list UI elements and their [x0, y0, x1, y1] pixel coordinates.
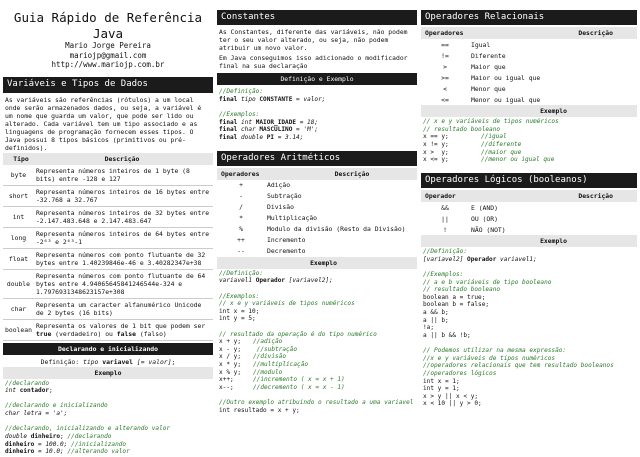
aritmeticos-rows-3-op: *	[239, 214, 243, 223]
variaveis-def_val: [= valor]	[136, 357, 172, 366]
aritmeticos-rows-4-op: %	[239, 225, 243, 234]
logicos-c_ex3: // resultado booleano	[423, 286, 501, 294]
constantes-e2c: MASCULINO	[259, 126, 293, 134]
aritmeticos-rows-0-op: +	[239, 181, 243, 190]
aritmeticos-def_a: variavel1	[219, 277, 256, 285]
aritmeticos-def_op: Operador	[255, 277, 286, 285]
aritmeticos-ops-6-cm: //decremento ( x = x - 1)	[253, 383, 345, 391]
constantes-code-example	[217, 87, 417, 142]
page-title: Guia Rápido de Referência Java	[13, 10, 203, 41]
section-heading-logicos: Operadores Lógicos (booleanos)	[421, 173, 637, 188]
relacionais-ex-1-cm: //diferente	[481, 141, 522, 149]
variaveis-ex-c2: //declarando e inicializando	[5, 402, 108, 410]
constantes-c_ex: //Exemplos:	[219, 111, 260, 119]
aritmeticos-code-example	[217, 269, 417, 416]
aritmeticos-ops-4-code: x % y;	[219, 368, 242, 376]
table-row	[3, 319, 213, 340]
table-row	[421, 72, 637, 83]
variaveis-def_label: Definição:	[40, 357, 83, 366]
variaveis-rows-7-desc_a: Representa os valores de 1 bit que podem ser	[35, 321, 206, 330]
variaveis-col_desc: Descrição	[104, 154, 140, 163]
table-row	[217, 246, 417, 257]
aritmeticos-l_last: int resultado = x + y;	[219, 406, 300, 414]
variaveis-ex-l3d: //declarando	[67, 432, 112, 440]
relacionais-rows-2-op: >	[443, 62, 447, 71]
variaveis-rows-7-tipo: boolean	[3, 319, 34, 340]
aritmeticos-ops-2-code: x / y;	[219, 353, 242, 361]
variaveis-ex-l2: char letra = 'a';	[5, 410, 68, 418]
table-row	[3, 248, 213, 269]
aritmeticos-table-header	[217, 168, 417, 180]
section-heading-variaveis: Variáveis e Tipos de Dados	[3, 77, 213, 92]
relacionais-rows-5-desc: Menor ou igual que	[471, 95, 541, 104]
declarando-heading: Declarando e inicializando	[3, 343, 213, 355]
relacionais-c2: // resultado booleano	[423, 125, 501, 133]
logicos-l7: int x = 1;	[423, 377, 460, 385]
logicos-rows-1-op: ||	[441, 214, 449, 223]
aritmeticos-rows-0-desc: Adição	[267, 181, 291, 190]
aritmeticos-rows-5-desc: Incremento	[267, 236, 306, 245]
table-row	[3, 165, 213, 186]
aritmeticos-rows-6-op: --	[237, 247, 245, 256]
variaveis-ex-l5a: dinheiro	[5, 448, 35, 456]
variaveis-ex-l4a: dinheiro	[5, 440, 35, 448]
relacionais-rows-3-op: >=	[441, 73, 449, 82]
constantes-p1: As Constantes, diferente das variáveis, não podem ter o seu valor alterado, ou seja, não podem atribuir um novo valor.	[219, 28, 408, 53]
table-row	[421, 213, 637, 224]
column-constantes-aritmeticos	[217, 4, 417, 415]
variaveis-rows-1-desc: Representa números inteiros de 16 bytes entre -32.768 a 32.767	[34, 185, 213, 206]
variaveis-rows-0-tipo: byte	[3, 165, 34, 186]
table-row	[421, 94, 637, 105]
variaveis-ex-l1a: int	[5, 387, 17, 395]
logicos-l3: a && b;	[423, 309, 449, 317]
constantes-e2a: final	[219, 126, 238, 134]
relacionais-ex-0-code: x == y;	[423, 133, 449, 141]
aritmeticos-ops-2-cm: //divisão	[253, 353, 287, 361]
variaveis-rows-4-desc: Representa números com ponto flutuante de 32 bytes entre 1.40239846e-46 e 3.40282347e+38	[34, 248, 213, 269]
variaveis-rows-6-tipo: char	[3, 298, 34, 319]
logicos-c_ex: //Exemplos:	[423, 270, 464, 278]
logicos-l8: int y = 1;	[423, 385, 460, 393]
aritmeticos-table	[217, 180, 417, 257]
aritmeticos-rows-1-desc: Subtração	[267, 192, 302, 201]
table-row	[3, 185, 213, 206]
aritmeticos-ops-6-code: x--;	[219, 383, 234, 391]
variaveis-ex-l3b: dinheiro	[30, 432, 61, 440]
declarando-definition	[3, 357, 213, 367]
aritmeticos-ops-0-code: x + y;	[219, 338, 242, 346]
variaveis-ex-l4b: = 100.0;	[34, 440, 72, 448]
relacionais-c1: // x e y variáveis de tipos numéricos	[423, 118, 559, 126]
constantes-e2d: = 'M';	[292, 126, 319, 134]
variaveis-ex-l3c: ;	[60, 432, 68, 440]
relacionais-col_op: Operadores	[425, 29, 464, 38]
logicos-rows-0-desc: E (AND)	[471, 203, 498, 212]
types-table	[3, 165, 213, 341]
variaveis-rows-5-desc: Representa números com ponto flutuante de 64 bytes entre 4.94065645841246544e-324 e 1.7976931348623157e+308	[34, 269, 213, 298]
constantes-e1a: final	[219, 118, 238, 126]
aritmeticos-rows-6-desc: Decremento	[267, 247, 306, 256]
logicos-col_op: Operador	[425, 192, 456, 201]
logicos-rows-2-desc: NÃO (NOT)	[471, 225, 506, 234]
table-row	[421, 202, 637, 213]
constantes-e1c: MAIOR_IDADE	[255, 118, 297, 126]
variaveis-rows-4-tipo: float	[3, 248, 34, 269]
aritmeticos-ops-3-code: x * y;	[219, 361, 242, 369]
logicos-l10: x < 10 || y > 0;	[423, 400, 482, 408]
logicos-c_p3: //operadores relacionais que tem resultado booleanos	[423, 362, 614, 370]
constantes-d_tipo: tipo	[237, 95, 260, 103]
author-url[interactable]: http://www.mariojp.com.br	[51, 60, 165, 69]
variaveis-rows-6-desc: Representa um caracter alfanumérico Unicode de 2 bytes (16 bits)	[34, 298, 213, 319]
table-row	[3, 206, 213, 227]
table-row	[421, 39, 637, 50]
variaveis-def_end: ;	[171, 357, 176, 366]
logicos-c_p1: // Podemos utilizar na mesma expressão:	[423, 347, 567, 355]
constantes-d_final: final	[219, 95, 238, 103]
aritmeticos-ops-1-code: x - y;	[219, 345, 242, 353]
table-row	[3, 298, 213, 319]
logicos-rows-0-op: &&	[441, 203, 449, 212]
logicos-def_a: [variavel2]	[423, 255, 468, 263]
logicos-code-example	[421, 247, 637, 409]
variaveis-col_tipo: Tipo	[13, 154, 29, 163]
aritmeticos-rows-2-desc: Divisão	[267, 203, 294, 212]
variaveis-ex-l1b: contador	[19, 387, 50, 395]
constantes-e1b: int	[237, 118, 256, 126]
variaveis-def_var: variavel	[102, 357, 133, 366]
variaveis-rows-3-desc: Representa números inteiros de 64 bytes entre -2⁶³ e 2⁶³-1	[34, 227, 213, 248]
constantes-e2b: char	[237, 126, 260, 134]
relacionais-rows-0-desc: Igual	[471, 40, 491, 49]
variaveis-rows-7-desc_c: (falso)	[136, 329, 167, 338]
aritmeticos-def_b: [variavel2];	[285, 277, 333, 285]
constantes-p2: Em Java conseguimos isso adicionado o modificador final na sua declaração	[219, 54, 408, 71]
constantes-e1d: = 18;	[296, 118, 319, 126]
table-row	[421, 61, 637, 72]
relacionais-ex-2-code: x > y;	[423, 148, 449, 156]
table-row	[421, 50, 637, 61]
aritmeticos-col_op: Operadores	[221, 169, 260, 178]
variaveis-rows-5-tipo: double	[3, 269, 34, 298]
relacionais-rows-3-desc: Maior ou igual que	[471, 73, 541, 82]
relacionais-rows-1-op: !=	[441, 51, 449, 60]
aritmeticos-col_desc: Descrição	[334, 169, 370, 178]
aritmeticos-ops-3-cm: //multiplicação	[253, 361, 309, 369]
table-row	[217, 191, 417, 202]
relacionais-ex-1-code: x != y;	[423, 141, 449, 149]
constantes-d_rest: = valor;	[292, 95, 326, 103]
aritmeticos-c_def: //Definição:	[219, 269, 264, 277]
relacionais-table-header	[421, 27, 637, 39]
table-row	[3, 269, 213, 298]
logicos-exemplo-heading: Exemplo	[421, 235, 637, 247]
variaveis-ex-c1: //declarando	[5, 379, 50, 387]
constantes-e3b: double	[237, 133, 267, 141]
table-row	[217, 180, 417, 191]
aritmeticos-ops-5-cm: //incremento ( x = x + 1)	[253, 376, 345, 384]
variaveis-intro: As variáveis são referências (rótulos) a um local onde serão armazenados dados, ou seja, a variável é um nome que guarda um valor, que pode ser lido ou alterado. Cada variável tem um tipo associado e as linguagens de programação fornecem esses tipos. O Java possui 8 tipos básicos (primitivos ou pré-definidos).	[5, 95, 202, 152]
aritmeticos-l2: int y = 5;	[219, 315, 256, 323]
logicos-c_p2: //x e y variáveis de tipos numéricos	[423, 354, 556, 362]
column-variaveis	[3, 4, 213, 457]
relacionais-rows-0-op: ==	[441, 40, 449, 49]
relacionais-ex-3-code: x <= y;	[423, 156, 449, 164]
variaveis-rows-2-desc: Representa números inteiros de 32 bytes entre -2.147.483.648 e 2.147.483.647	[34, 206, 213, 227]
relacionais-code-example	[421, 117, 637, 165]
relacionais-ex-2-cm: //maior que	[481, 148, 522, 156]
variaveis-exemplo-heading: Exemplo	[3, 367, 213, 379]
aritmeticos-c_last: //Outro exemplo atribuindo o resultado a uma variavel	[219, 399, 414, 407]
variaveis-rows-2-tipo: int	[3, 206, 34, 227]
variaveis-ex-l1c: ;	[49, 387, 53, 395]
variaveis-rows-0-desc: Representa números inteiros de 1 byte (8 bits) entre -128 e 127	[34, 165, 213, 186]
aritmeticos-exemplo-heading: Exemplo	[217, 257, 417, 269]
constantes-e3c: PI	[266, 133, 275, 141]
aritmeticos-ops-5-code: x++;	[219, 376, 234, 384]
author-email[interactable]: mariojp@gmail.com	[69, 50, 147, 60]
logicos-l1: boolean a = true;	[423, 293, 486, 301]
constantes-e3d: = 3.14;	[274, 133, 304, 141]
variaveis-ex-l4c: //inicializando	[71, 440, 127, 448]
logicos-c_def: //Definição:	[423, 248, 468, 256]
relacionais-col_desc: Descrição	[578, 29, 613, 38]
table-row	[217, 213, 417, 224]
aritmeticos-c_ex: //Exemplos:	[219, 292, 260, 300]
section-heading-aritmeticos: Operadores Aritméticos	[217, 151, 417, 166]
logicos-def_op: Operador	[467, 255, 497, 263]
aritmeticos-rows-3-desc: Multiplicação	[267, 214, 318, 223]
variaveis-rows-3-tipo: long	[3, 227, 34, 248]
constantes-e3a: final	[219, 133, 238, 141]
variaveis-ex-l5c: //alterando valor	[67, 448, 130, 456]
types-table-header	[3, 153, 213, 165]
aritmeticos-c_ex2: // x e y variáveis de tipos numéricos	[219, 300, 355, 308]
column-relacionais-logicos	[421, 4, 637, 409]
constantes-def-heading: Definição e Exemplo	[217, 73, 417, 85]
table-row	[217, 235, 417, 246]
aritmeticos-rows-4-desc: Modulo da divisão (Resto da Divisão)	[267, 225, 406, 234]
relacionais-ex-0-cm: //igual	[481, 133, 507, 141]
logicos-c_ex2: // a e b variáveis de tipo booleano	[423, 278, 552, 286]
variaveis-code-example	[3, 379, 213, 457]
section-heading-constantes: Constantes	[217, 10, 417, 25]
aritmeticos-ops-4-cm: //modulo	[253, 368, 283, 376]
logicos-c_p4: //operadores lógicos	[423, 369, 497, 377]
variaveis-def_tipo: tipo	[82, 357, 99, 366]
logicos-l2: boolean b = false;	[423, 301, 490, 309]
section-heading-relacionais: Operadores Relacionais	[421, 10, 637, 25]
logicos-table	[421, 202, 637, 235]
relacionais-exemplo-heading: Exemplo	[421, 105, 637, 117]
relacionais-ex-3-cm: //menor ou igual que	[481, 156, 555, 164]
variaveis-ex-c3: //declarando, inicializando e alterando valor	[5, 425, 171, 433]
logicos-l6: a || b && !b;	[423, 331, 471, 339]
relacionais-rows-4-desc: Menor que	[471, 84, 506, 93]
aritmeticos-c_res: // resultado da operação é do tipo numérico	[219, 330, 377, 338]
logicos-rows-1-desc: OU (OR)	[471, 214, 498, 223]
variaveis-ex-l3a: double	[5, 432, 28, 440]
logicos-table-header	[421, 190, 637, 202]
relacionais-rows-4-op: <	[443, 84, 447, 93]
aritmeticos-rows-1-op: -	[239, 192, 243, 201]
aritmeticos-l1: int x = 10;	[219, 307, 260, 315]
relacionais-rows-5-op: <=	[441, 95, 449, 104]
aritmeticos-ops-1-cm: //subtração	[253, 345, 298, 353]
constantes-c_def: //Definição:	[219, 88, 264, 96]
logicos-l5: !a;	[423, 324, 435, 332]
relacionais-rows-1-desc: Diferente	[471, 51, 506, 60]
logicos-def_b: variavel1;	[496, 255, 537, 263]
logicos-l9: x > y || x < y;	[423, 392, 479, 400]
logicos-col_desc: Descrição	[578, 192, 613, 201]
table-row	[421, 224, 637, 235]
logicos-rows-2-op: !	[443, 225, 447, 234]
table-row	[217, 202, 417, 213]
table-row	[217, 224, 417, 235]
aritmeticos-rows-5-op: ++	[237, 236, 245, 245]
table-row	[3, 227, 213, 248]
logicos-l4: a || b;	[423, 316, 449, 324]
variaveis-ex-l5b: = 10.0;	[34, 448, 68, 456]
relacionais-rows-2-desc: Maior que	[471, 62, 506, 71]
constantes-d_const: CONSTANTE	[259, 95, 293, 103]
author-name: Mario Jorge Pereira	[65, 41, 151, 51]
relacionais-table	[421, 39, 637, 105]
variaveis-rows-7-desc_false: false	[116, 329, 136, 338]
variaveis-rows-7-desc_b: (verdadeiro) ou	[51, 329, 117, 338]
table-row	[421, 83, 637, 94]
variaveis-rows-7-desc_true: true	[35, 329, 52, 338]
aritmeticos-ops-0-cm: //adição	[253, 338, 283, 346]
aritmeticos-rows-2-op: /	[239, 203, 243, 212]
variaveis-rows-1-tipo: short	[3, 185, 34, 206]
